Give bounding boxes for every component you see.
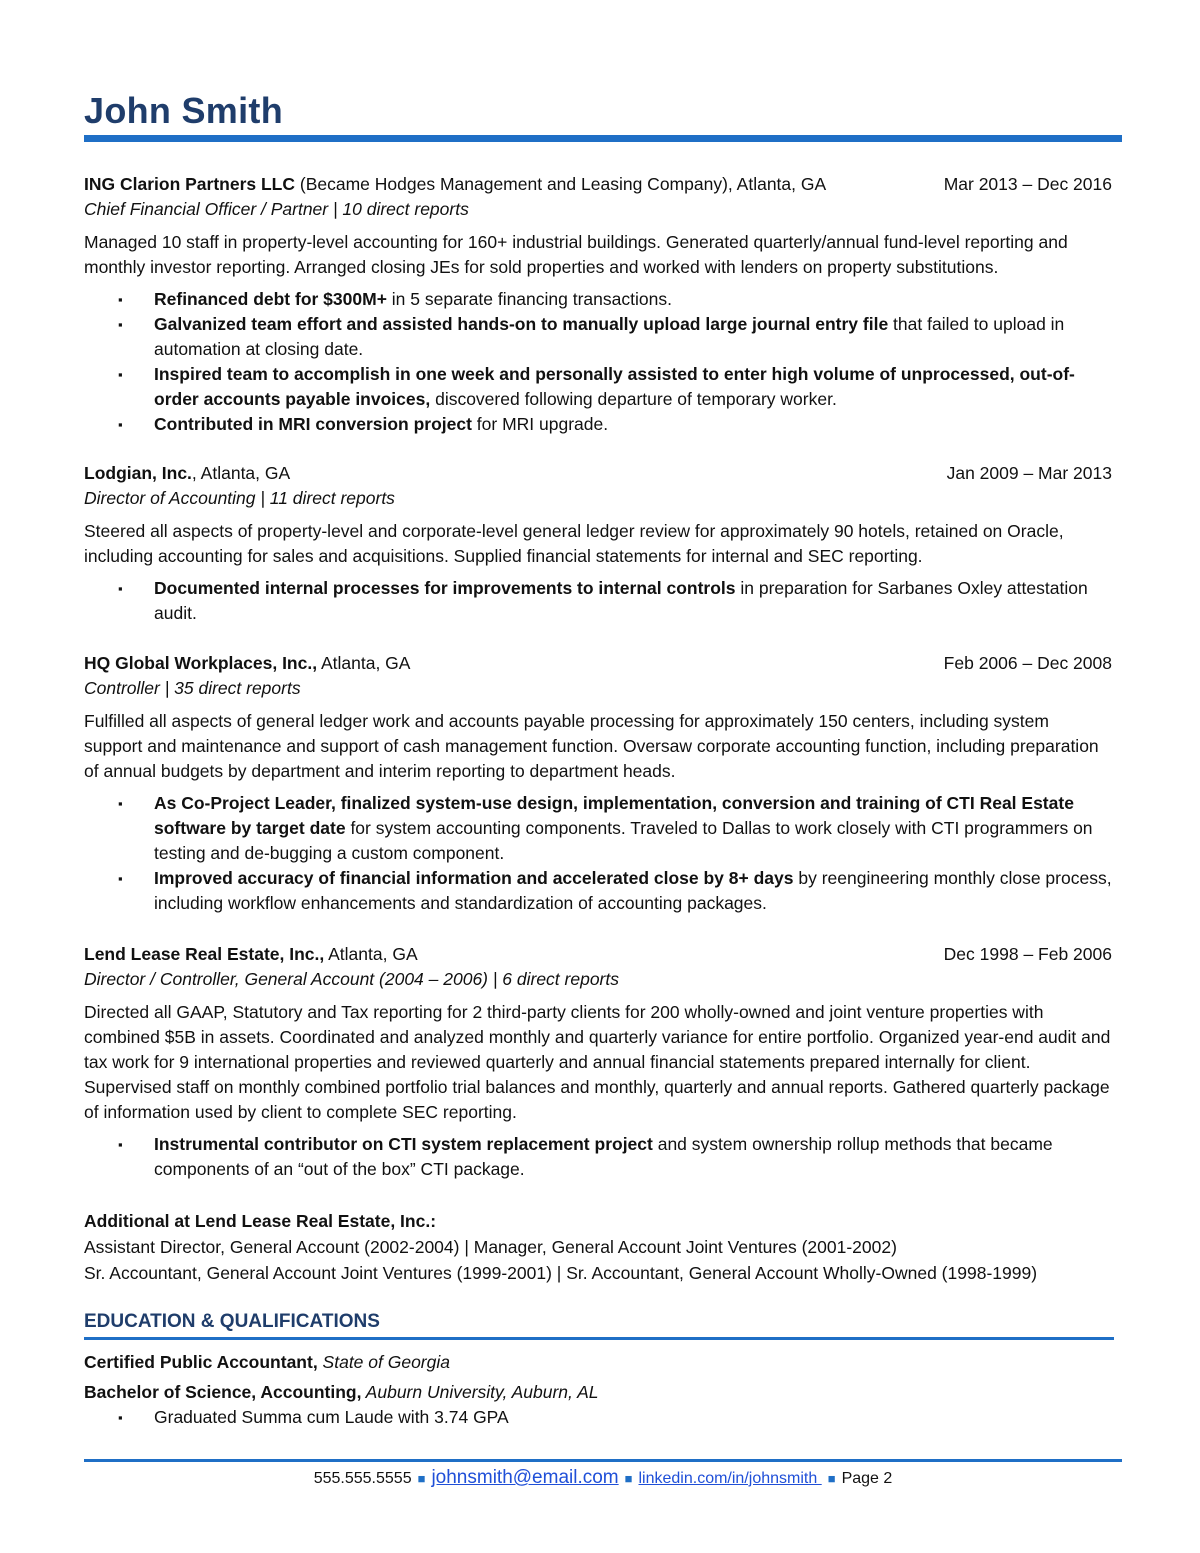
additional-heading: Additional at Lend Lease Real Estate, Inc.: xyxy=(84,1211,437,1231)
achievement-highlight: Improved accuracy of financial information and accelerated close by 8+ days xyxy=(154,868,794,888)
achievement-highlight: Documented internal processes for improvements to internal controls xyxy=(154,578,736,598)
job-title: Director of Accounting | 11 direct reports xyxy=(84,488,395,508)
job-entry xyxy=(84,461,1112,626)
achievement-text: in preparation for Sarbanes Oxley attestation audit. xyxy=(154,578,1088,623)
job-employer xyxy=(84,942,418,967)
achievement-item xyxy=(84,866,1112,916)
achievement-highlight: As Co-Project Leader, finalized system-use design, implementation, conversion and training of CTI Real Estate software by target date xyxy=(154,793,1074,838)
job-description: Directed all GAAP, Statutory and Tax reporting for 2 third-party clients for 200 wholly-owned and joint venture properties with combined $5B in assets. Coordinated and analyzed monthly and quarterly variance for entire portfolio. Organized year-end audit and tax work for 9 international properties and reviewed quarterly and annual financial statements prepared internally for client. Supervised staff on monthly combined portfolio trial balances and monthly, quarterly and annual reports. Gathered quarterly package of information used by client to complete SEC reporting. xyxy=(84,1002,1111,1122)
education-item xyxy=(84,1405,1122,1430)
job-header xyxy=(84,461,1112,486)
job-employer xyxy=(84,461,290,486)
additional-line: Assistant Director, General Account (2002-2004) | Manager, General Account Joint Ventures (2001-2002) xyxy=(84,1237,897,1257)
job-entry xyxy=(84,172,1112,437)
separator-icon: ■ xyxy=(827,1471,836,1486)
achievement-highlight: Contributed in MRI conversion project xyxy=(154,414,472,434)
achievement-item xyxy=(84,1132,1112,1182)
company-name: ING Clarion Partners LLC xyxy=(84,174,296,194)
candidate-name: John Smith xyxy=(84,90,283,131)
achievement-item xyxy=(84,362,1112,412)
education-section xyxy=(84,1350,1122,1430)
certification-name: Certified Public Accountant, xyxy=(84,1352,318,1372)
section-rule xyxy=(84,1337,1114,1340)
bullet-icon: ▪ xyxy=(118,1137,123,1152)
achievement-text: discovered following departure of temporary worker. xyxy=(430,389,837,409)
achievement-highlight: Instrumental contributor on CTI system replacement project xyxy=(154,1134,653,1154)
achievement-list xyxy=(84,287,1112,437)
phone-number: 555.555.5555 xyxy=(313,1470,412,1487)
job-title: Chief Financial Officer / Partner | 10 direct reports xyxy=(84,199,469,219)
job-employer xyxy=(84,651,410,676)
page-number: Page 2 xyxy=(841,1470,893,1487)
honors-text: Graduated Summa cum Laude with 3.74 GPA xyxy=(154,1407,509,1427)
degree-school: Auburn University, Auburn, AL xyxy=(361,1382,599,1402)
bullet-icon: ▪ xyxy=(118,417,123,432)
bullet-icon: ▪ xyxy=(118,367,123,382)
certification xyxy=(84,1350,1122,1375)
company-name: Lodgian, Inc. xyxy=(84,463,192,483)
job-dates: Dec 1998 – Feb 2006 xyxy=(943,944,1112,964)
bullet-icon: ▪ xyxy=(118,581,123,596)
achievement-item xyxy=(84,576,1112,626)
achievement-list xyxy=(84,1132,1112,1182)
job-title: Controller | 35 direct reports xyxy=(84,678,301,698)
achievement-highlight: Refinanced debt for $300M+ xyxy=(154,289,387,309)
linkedin-link[interactable]: linkedin.com/in/johnsmith xyxy=(638,1470,822,1487)
achievement-text: in 5 separate financing transactions. xyxy=(386,289,672,309)
bullet-icon: ▪ xyxy=(118,1410,123,1425)
job-employer xyxy=(84,172,826,197)
job-entry xyxy=(84,651,1112,916)
job-title: Director / Controller, General Account (2004 – 2006) | 6 direct reports xyxy=(84,969,619,989)
resume-page xyxy=(84,0,1122,1553)
achievement-text: for MRI upgrade. xyxy=(471,414,609,434)
job-header xyxy=(84,942,1112,967)
achievement-item xyxy=(84,412,1112,437)
education-heading: EDUCATION & QUALIFICATIONS xyxy=(84,1311,380,1332)
education-list xyxy=(84,1405,1122,1430)
company-name: HQ Global Workplaces, Inc., xyxy=(84,653,318,673)
company-name: Lend Lease Real Estate, Inc., xyxy=(84,944,325,964)
job-dates: Feb 2006 – Dec 2008 xyxy=(943,653,1112,673)
achievement-text: and system ownership rollup methods that became components of an “out of the box” CTI package. xyxy=(154,1134,1053,1179)
achievement-item xyxy=(84,287,1112,312)
achievement-list xyxy=(84,576,1112,626)
job-dates: Mar 2013 – Dec 2016 xyxy=(943,174,1112,194)
bullet-icon: ▪ xyxy=(118,871,123,886)
company-location: Atlanta, GA xyxy=(324,944,418,964)
header-rule xyxy=(84,135,1122,142)
additional-line: Sr. Accountant, General Account Joint Ventures (1999-2001) | Sr. Accountant, General Account Wholly-Owned (1998-1999) xyxy=(84,1263,1038,1283)
bullet-icon: ▪ xyxy=(118,796,123,811)
achievement-text: that failed to upload in automation at closing date. xyxy=(154,314,1065,359)
degree xyxy=(84,1380,1122,1405)
achievement-text: for system accounting components. Traveled to Dallas to work closely with CTI programmers on testing and de-bugging a custom component. xyxy=(154,818,1093,863)
achievement-highlight: Galvanized team effort and assisted hands-on to manually upload large journal entry file xyxy=(154,314,889,334)
achievement-text: by reengineering monthly close process, including workflow enhancements and standardization of accounting packages. xyxy=(154,868,1112,913)
company-location: , Atlanta, GA xyxy=(191,463,291,483)
achievement-item xyxy=(84,312,1112,362)
job-header xyxy=(84,172,1112,197)
separator-icon: ■ xyxy=(624,1471,633,1486)
job-header xyxy=(84,651,1112,676)
degree-name: Bachelor of Science, Accounting, xyxy=(84,1382,362,1402)
footer-rule xyxy=(84,1459,1122,1462)
contact-footer xyxy=(84,1466,1122,1491)
job-description: Fulfilled all aspects of general ledger work and accounts payable processing for approximately 150 centers, including system support and maintenance and support of cash management function. Oversaw corporate accounting function, including preparation of annual budgets by department and interim reporting to department heads. xyxy=(84,711,1099,781)
email-link[interactable]: johnsmith@email.com xyxy=(431,1467,619,1488)
company-location: (Became Hodges Management and Leasing Company), Atlanta, GA xyxy=(295,174,827,194)
additional-roles xyxy=(84,1208,1122,1286)
job-description: Steered all aspects of property-level and corporate-level general ledger review for approximately 90 hotels, retained on Oracle, including accounting for sales and acquisitions. Supplied financial statements for internal and SEC reporting. xyxy=(84,521,1064,566)
achievement-item xyxy=(84,791,1112,866)
achievement-highlight: Inspired team to accomplish in one week and personally assisted to enter high volume of unprocessed, out-of-order accounts payable invoices, xyxy=(154,364,1075,409)
job-description: Managed 10 staff in property-level accounting for 160+ industrial buildings. Generated quarterly/annual fund-level reporting and monthly investor reporting. Arranged closing JEs for sold properties and worked with lenders on property substitutions. xyxy=(84,232,1068,277)
job-dates: Jan 2009 – Mar 2013 xyxy=(946,463,1112,483)
bullet-icon: ▪ xyxy=(118,292,123,307)
bullet-icon: ▪ xyxy=(118,317,123,332)
achievement-list xyxy=(84,791,1112,916)
separator-icon: ■ xyxy=(417,1471,426,1486)
job-entry xyxy=(84,942,1112,1182)
certification-state: State of Georgia xyxy=(317,1352,450,1372)
company-location: Atlanta, GA xyxy=(317,653,411,673)
